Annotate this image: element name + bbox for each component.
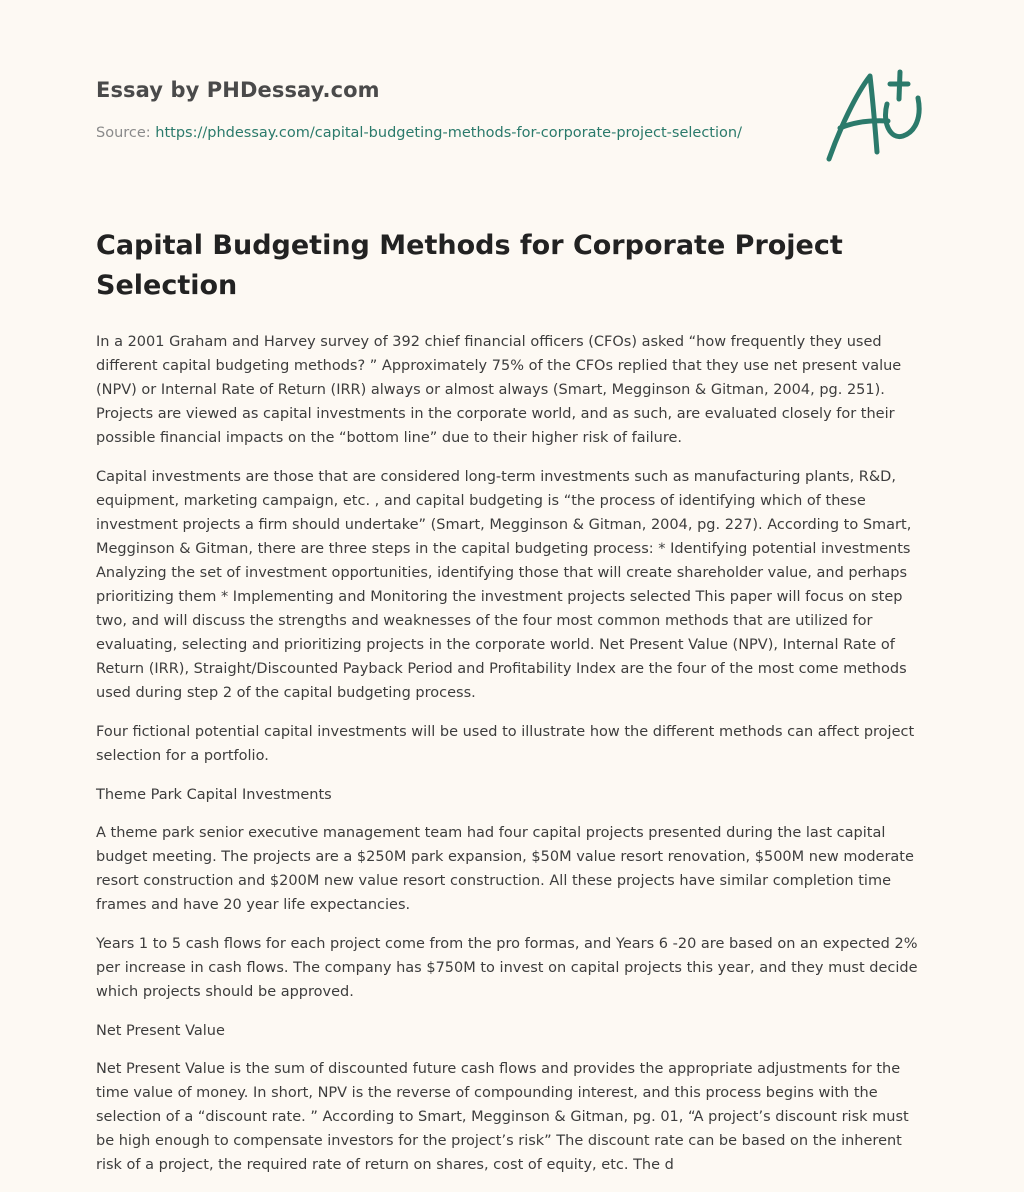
source-label: Source: (96, 125, 156, 141)
paragraph: Net Present Value is the sum of discounted future cash flows and provides the appropriate adjustments for the time value of money. In short, NPV is the reverse of compounding interest, and this process begins with the selection of a “discount rate. ” According to Smart, Megginson & Gitman, pg. 01, “A project’s discount risk must be high enough to compensate investors for the project’s risk” The discount rate can be based on the inherent risk of a project, the required rate of return on shares, cost of equity, etc. The d (96, 1061, 909, 1173)
section-heading: Net Present Value (96, 1023, 225, 1039)
article (96, 226, 928, 1192)
article-body (96, 330, 928, 1177)
section-heading: Theme Park Capital Investments (96, 787, 332, 803)
source-line (96, 122, 816, 144)
paragraph: A theme park senior executive management team had four capital projects presented during the last capital budget meeting. The projects are a $250M park expansion, $50M value resort renovation, $500M new moderate resort construction and $200M new value resort construction. All these projects have similar completion time frames and have 20 year life expectancies. (96, 825, 914, 913)
brand-title: Essay by PHDessay.com (96, 78, 380, 102)
paragraph: In a 2001 Graham and Harvey survey of 392 chief financial officers (CFOs) asked “how frequently they used different capital budgeting methods? ” Approximately 75% of the CFOs replied that they use net present value (NPV) or Internal Rate of Return (IRR) always or almost always (Smart, Megginson & Gitman, 2004, pg. 251). Projects are viewed as capital investments in the corporate world, and as such, are evaluated closely for their possible financial impacts on the “bottom line” due to their higher risk of failure. (96, 334, 902, 446)
article-title: Capital Budgeting Methods for Corporate Project Selection (96, 230, 843, 301)
source-link[interactable]: https://phdessay.com/capital-budgeting-methods-for-corporate-project-selection/ (155, 125, 742, 141)
paragraph: Four fictional potential capital investments will be used to illustrate how the different methods can affect project selection for a portfolio. (96, 724, 915, 764)
paragraph: Years 1 to 5 cash flows for each project come from the pro formas, and Years 6 -20 are based on an expected 2% per increase in cash flows. The company has $750M to invest on capital projects this year, and they must decide which projects should be approved. (96, 936, 918, 1000)
paragraph: Capital investments are those that are considered long-term investments such as manufacturing plants, R&D, equipment, marketing campaign, etc. , and capital budgeting is “the process of identifying which of these investment projects a firm should undertake” (Smart, Megginson & Gitman, 2004, pg. 227). According to Smart, Megginson & Gitman, there are three steps in the capital budgeting process: * Identifying potential investments Analyzing the set of investment opportunities, identifying those that will create shareholder value, and perhaps prioritizing them * Implementing and Monitoring the investment projects selected This paper will focus on step two, and will discuss the strengths and weaknesses of the four most common methods that are utilized for evaluating, selecting and prioritizing projects in the corporate world. Net Present Value (NPV), Internal Rate of Return (IRR), Straight/Discounted Payback Period and Profitability Index are the four of the most come methods used during step 2 of the capital budgeting process. (96, 469, 912, 701)
a-plus-logo-icon (820, 66, 930, 166)
page-header (96, 74, 816, 144)
